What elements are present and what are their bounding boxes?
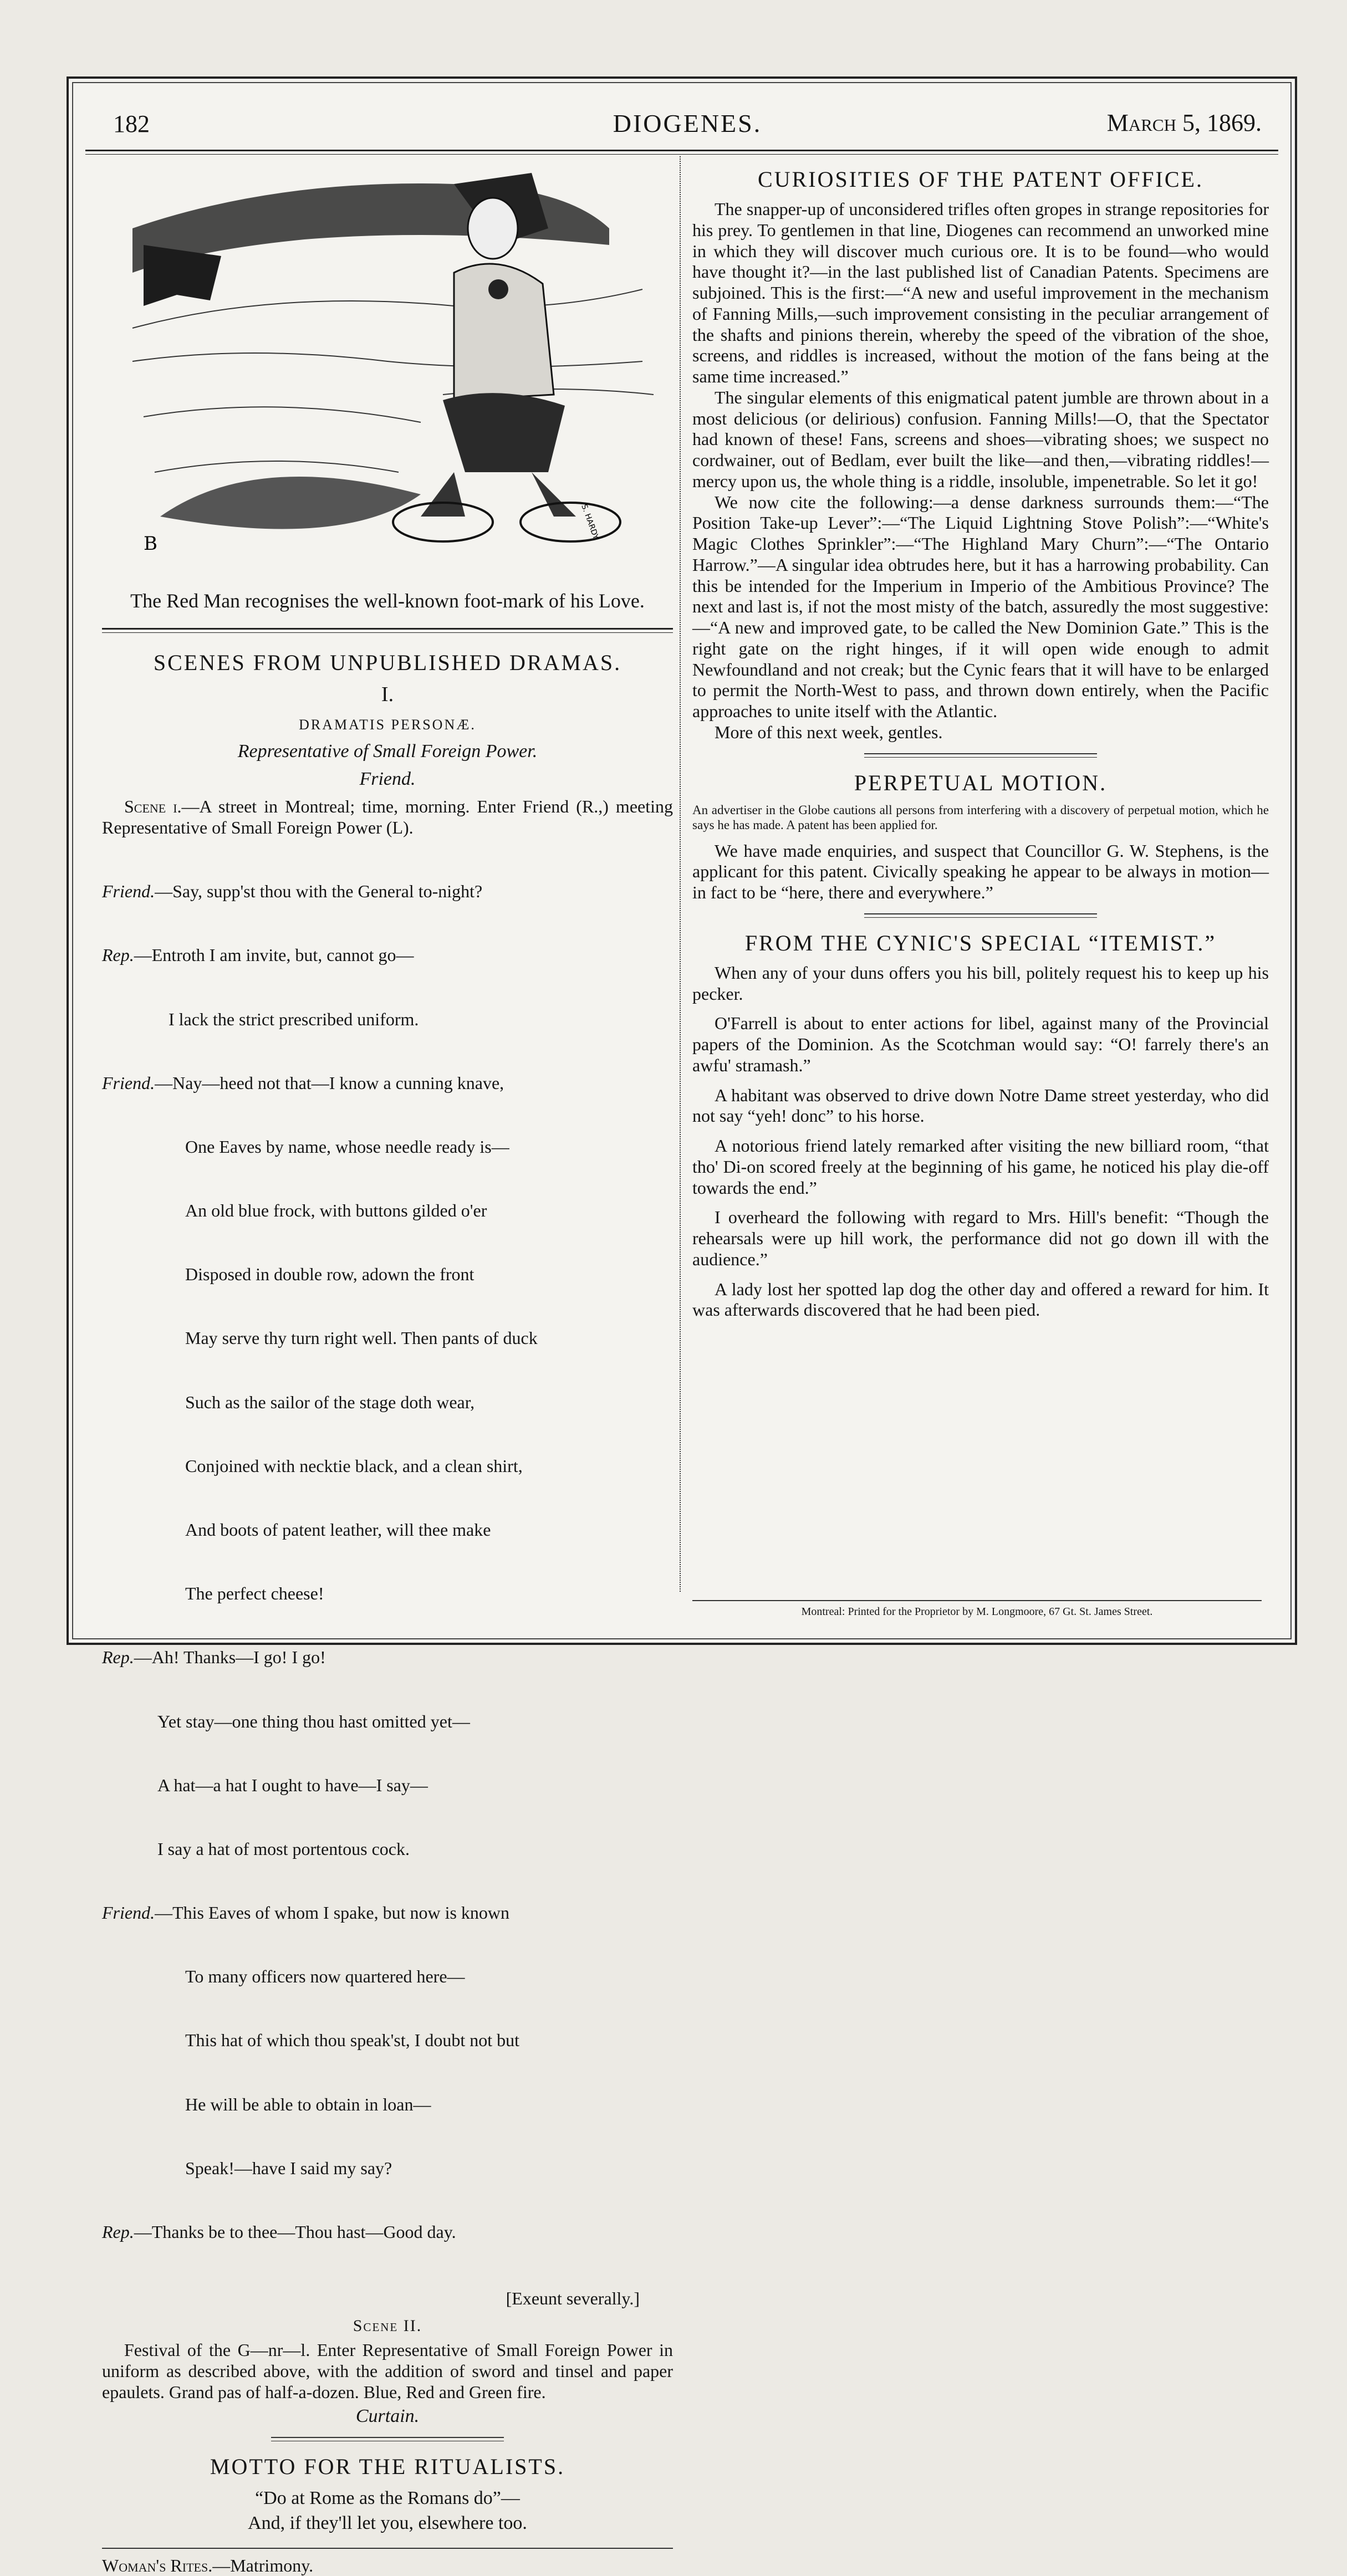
womans-rites-label: Woman's Rites. [102, 2555, 213, 2575]
dialogue-line: This hat of which thou speak'st, I doubt not but [185, 2030, 520, 2051]
curiosities-paragraph: We now cite the following:—a dense darkness surrounds them:—“The Position Take-up Lever”:—“The Liquid Lightning Stove Polish”:—“White's Magic Clothes Sprinkler”:—“The Highland Mary Churn”:—“The Ontario Harrow.”—A singular idea obtrudes here, but it has a harrowing probability. Can this be intended for the Imperium in Imperio of the Ambitious Province? The next and last is, if not the most misty of the batch, assuredly the most suggestive:—“A new and improved gate, to be called the New Dominion Gate.” This is the right gate on the right hinges, if it will open wide enough to admit Newfoundland and not creak; but the Cynic fears that it will have to be enlarged to permit the North-West to pass, and thrown down entirely, when the Pacific approaches to unite itself with the Atlantic. [692, 492, 1269, 721]
dialogue-line: Friend.—Say, supp'st thou with the General to-night? [102, 881, 483, 902]
issue-date: March 5, 1869. [1106, 109, 1262, 136]
scene-one-heading: Scene i. [124, 796, 182, 816]
dramatis-heading: DRAMATIS PERSONÆ. [299, 717, 476, 733]
dialogue-line: May serve thy turn right well. Then pants of duck [185, 1328, 538, 1348]
motto-verse [102, 2486, 673, 2535]
page-header [113, 101, 1262, 151]
section-rule [271, 2437, 504, 2441]
masthead-title: DIOGENES. [613, 109, 762, 137]
curiosities-title: CURIOSITIES OF THE PATENT OFFICE. [758, 167, 1203, 192]
persona-representative: Representative of Small Foreign Power. [237, 741, 538, 761]
left-column [102, 162, 673, 2576]
dialogue-line: One Eaves by name, whose needle ready is— [185, 1136, 509, 1157]
motto-line: “Do at Rome as the Romans do”— [255, 2488, 520, 2509]
artist-signature: S. HARDY [579, 503, 600, 541]
dialogue-line: Such as the sailor of the stage doth wear, [185, 1392, 475, 1412]
itemist-item: A habitant was observed to drive down Notre Dame street yesterday, who did not say “yeh! donc” to his horse. [692, 1085, 1269, 1126]
scene-one-direction [102, 796, 673, 839]
dialogue-line: Speak!—have I said my say? [185, 2158, 392, 2178]
dialogue-line: He will be able to obtain in loan— [185, 2094, 431, 2114]
womans-rites [102, 2548, 673, 2576]
dialogue-line: Disposed in double row, adown the front [185, 1264, 474, 1285]
itemist-item: When any of your duns offers you his bill, politely request his to keep up his pecker. [692, 962, 1269, 1004]
persona-friend: Friend. [359, 769, 416, 789]
itemist-item: O'Farrell is about to enter actions for libel, against many of the Provincial papers of the Dominion. As the Scotchman would say: “O! farrely there's an awfu' stramash.” [692, 1013, 1269, 1075]
scene-one-text: —A street in Montreal; time, morning. Enter Friend (R.,) meeting Representative of Small Foreign Power (L). [102, 796, 674, 837]
page-frame [67, 76, 1297, 2575]
motto-line: And, if they'll let you, elsewhere too. [248, 2512, 527, 2533]
womans-rites-text: —Matrimony. [212, 2555, 314, 2575]
dialogue-line: Rep.—Thanks be to thee—Thou hast—Good day. [102, 2221, 456, 2242]
dialogue-line: Yet stay—one thing thou hast omitted yet— [157, 1711, 470, 1731]
dialogue-line: And boots of patent leather, will thee make [185, 1520, 491, 1540]
cartoon-illustration [110, 162, 665, 583]
dialogue-line: To many officers now quartered here— [185, 1966, 465, 1987]
perpetual-title: PERPETUAL MOTION. [854, 770, 1108, 795]
scene-two-heading: Scene II. [353, 2317, 422, 2335]
right-column [692, 162, 1269, 1330]
dialogue-line: Conjoined with necktie black, and a clean shirt, [185, 1455, 523, 1476]
dialogue-line: A hat—a hat I ought to have—I say— [157, 1775, 428, 1795]
printer-imprint: Montreal: Printed for the Proprietor by M. Longmoore, 67 Gt. St. James Street. [692, 1600, 1262, 1618]
dialogue-line: I say a hat of most portentous cock. [157, 1838, 410, 1859]
exeunt-direction: [Exeunt severally.] [506, 2288, 640, 2309]
section-rule [864, 753, 1097, 758]
artist-mark: B [144, 533, 157, 555]
dialogue-line: Rep.—Entroth I am invite, but, cannot go— [102, 945, 414, 965]
motto-title: MOTTO FOR THE RITUALISTS. [210, 2454, 565, 2480]
dialogue-line: I lack the strict prescribed uniform. [169, 1009, 419, 1029]
perpetual-notice: An advertiser in the Globe cautions all persons from interfering with a discovery of perpetual motion, which he says he has made. A patent has been applied for. [692, 803, 1269, 832]
scene-two-text: Festival of the G—nr—l. Enter Representative of Small Foreign Power in uniform as described above, with the addition of sword and tinsel and paper epaulets. Grand pas of half-a-dozen. Blue, Red and Green fire. [102, 2340, 673, 2402]
page-number: 182 [113, 110, 150, 137]
curiosities-paragraph: The singular elements of this enigmatical patent jumble are thrown about in a most delicious (or delirious) confusion. Fanning Mills!—O, that the Spectator had known of these! Fans, screens and shoes—vibrating shoes; we suspect no cordwainer, out of Bedlam, ever built the like—and then,—vibrating riddles!—mercy upon us, the whole thing is a riddle, insoluble, impenetrable. So let it go! [692, 387, 1269, 491]
dialogue-line: Friend.—This Eaves of whom I spake, but now is known [102, 1903, 510, 1923]
scenes-number: I. [381, 683, 394, 706]
scenes-title: SCENES FROM UNPUBLISHED DRAMAS. [153, 650, 622, 675]
itemist-item: I overheard the following with regard to Mrs. Hill's benefit: “Though the rehearsals were up hill work, the performance did not go down ill with the audience.” [692, 1207, 1269, 1269]
curiosities-paragraph: More of this next week, gentles. [715, 722, 943, 742]
perpetual-text: We have made enquiries, and suspect that Councillor G. W. Stephens, is the applicant for this patent. Civically speaking he appear to be always in motion—in fact to be “here, there and everywhere.” [692, 840, 1269, 903]
itemist-item: A lady lost her spotted lap dog the other day and offered a reward for him. It was afterwards discovered that he had been pied. [692, 1279, 1269, 1320]
itemist-item: A notorious friend lately remarked after visiting the new billiard room, “that tho' Di-on scored freely at the beginning of his game, he noticed his play die-off towards the end.” [692, 1136, 1269, 1198]
dialogue-line: An old blue frock, with buttons gilded o'er [185, 1200, 487, 1221]
dialogue [102, 839, 673, 2286]
itemist-title: FROM THE CYNIC'S SPECIAL “ITEMIST.” [744, 930, 1217, 955]
dialogue-line: Friend.—Nay—heed not that—I know a cunning knave, [102, 1072, 504, 1093]
curiosities-paragraph: The snapper-up of unconsidered trifles often gropes in strange repositories for his prey. To gentlemen in that line, Diogenes can recommend an unworked mine in which they will discover much curious ore. It is to be found—who would have thought it?—in the last published list of Canadian Patents. Specimens are subjoined. This is the first:—“A new and useful improvement in the mechanism of Fanning Mills,—such improvement consisting in the peculiar arrangement of the shafts and pinions therein, whereby the speed of the vibration of the shoe, screens, and riddles is increased, without the motion of the fans being at the same time increased.” [692, 199, 1269, 386]
column-divider [680, 156, 681, 1592]
dialogue-line: The perfect cheese! [185, 1583, 324, 1604]
section-rule [102, 628, 673, 633]
cartoon-caption: The Red Man recognises the well-known foot-mark of his Love. [130, 590, 645, 612]
header-rule [85, 150, 1278, 155]
dialogue-line: Rep.—Ah! Thanks—I go! I go! [102, 1647, 326, 1668]
section-rule [864, 913, 1097, 918]
curtain-direction: Curtain. [355, 2406, 420, 2427]
